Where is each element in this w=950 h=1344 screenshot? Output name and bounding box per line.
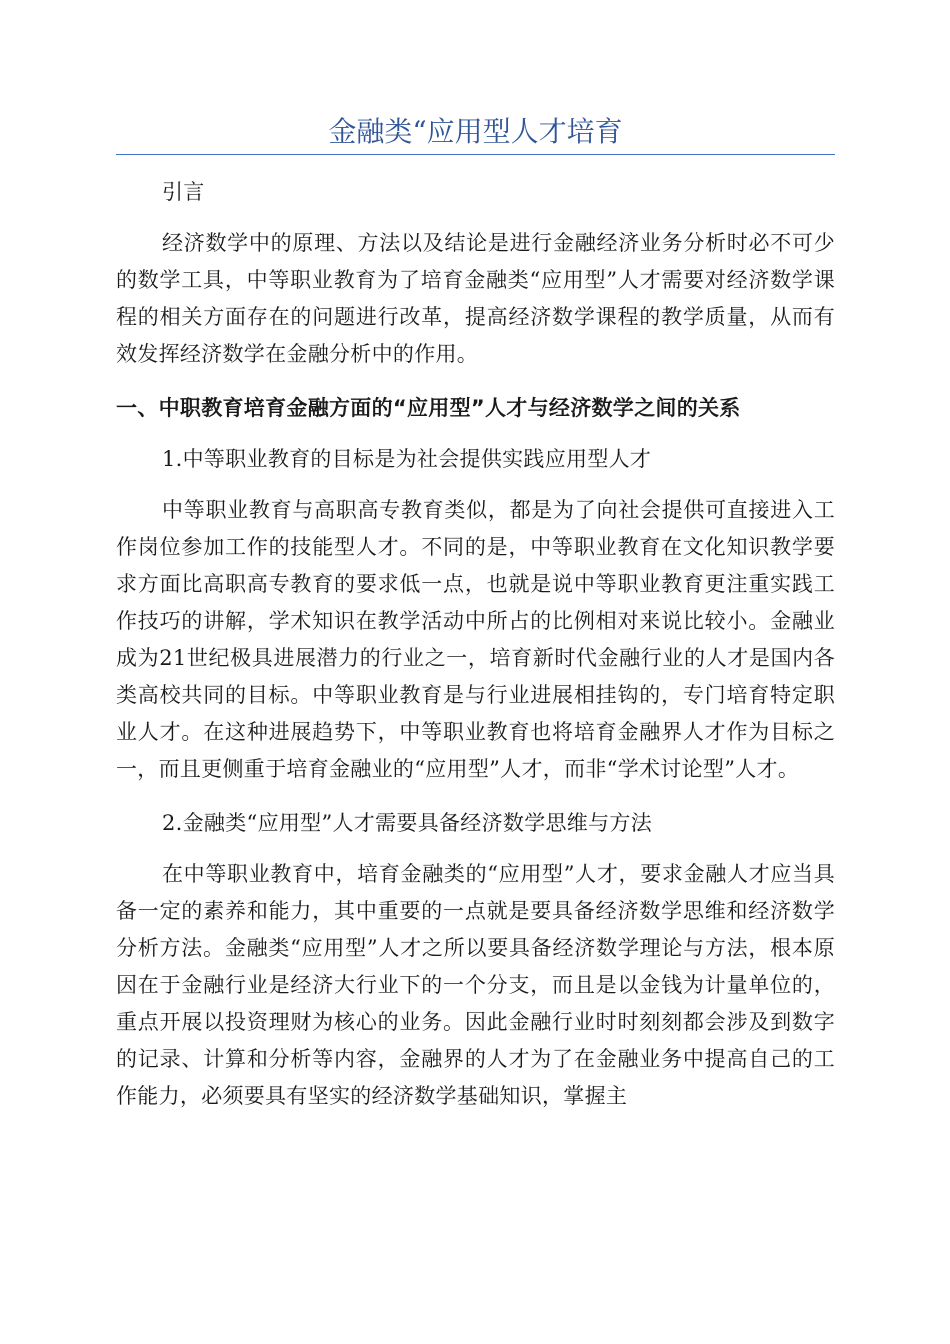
spacer — [116, 842, 835, 856]
intro-label: 引言 — [162, 180, 205, 204]
document-body — [116, 174, 835, 1115]
intro-paragraph: 经济数学中的原理、方法以及结论是进行金融经济业务分析时必不可少的数学工具，中等职业教育为了培育金融类“应用型”人才需要对经济数学课程的相关方面存在的问题进行改革，提高经济数学课程的教学质量，从而有效发挥经济数学在金融分析中的作用。 — [116, 231, 835, 366]
spacer — [116, 788, 835, 805]
subsection-paragraph-1: 中等职业教育与高职高专教育类似，都是为了向社会提供可直接进入工作岗位参加工作的技能型人才。不同的是，中等职业教育在文化知识教学要求方面比高职高专教育的要求低一点，也就是说中等职业教育更注重实践工作技巧的讲解，学术知识在教学活动中所占的比例相对来说比较小。金融业成为21世纪极具进展潜力的行业之一，培育新时代金融行业的人才是国内各类高校共同的目标。中等职业教育是与行业进展相挂钩的，专门培育特定职业人才。在这种进展趋势下，中等职业教育也将培育金融界人才作为目标之一，而且更侧重于培育金融业的“应用型”人才，而非“学术讨论型”人才。 — [116, 498, 835, 781]
subsection-heading-1: 1.中等职业教育的目标是为社会提供实践应用型人才 — [162, 447, 652, 471]
subsection-paragraph-2: 在中等职业教育中，培育金融类的“应用型”人才，要求金融人才应当具备一定的素养和能力，其中重要的一点就是要具备经济数学思维和经济数学分析方法。金融类“应用型”人才之所以要具备经济数学理论与方法，根本原因在于金融行业是经济大行业下的一个分支，而且是以金钱为计量单位的，重点开展以投资理财为核心的业务。因此金融行业时时刻刻都会涉及到数字的记录、计算和分析等内容，金融界的人才为了在金融业务中提高自己的工作能力，必须要具有坚实的经济数学基础知识，掌握主 — [116, 862, 835, 1108]
spacer — [116, 478, 835, 492]
section-heading: 一、中职教育培育金融方面的“应用型”人才与经济数学之间的关系 — [116, 396, 741, 420]
spacer — [116, 373, 835, 390]
title-underline — [116, 154, 835, 155]
document-title: 金融类“应用型人才培育 — [328, 115, 623, 148]
subsection-heading-2: 2.金融类“应用型”人才需要具备经济数学思维与方法 — [162, 811, 653, 835]
spacer — [116, 211, 835, 225]
spacer — [116, 427, 835, 441]
